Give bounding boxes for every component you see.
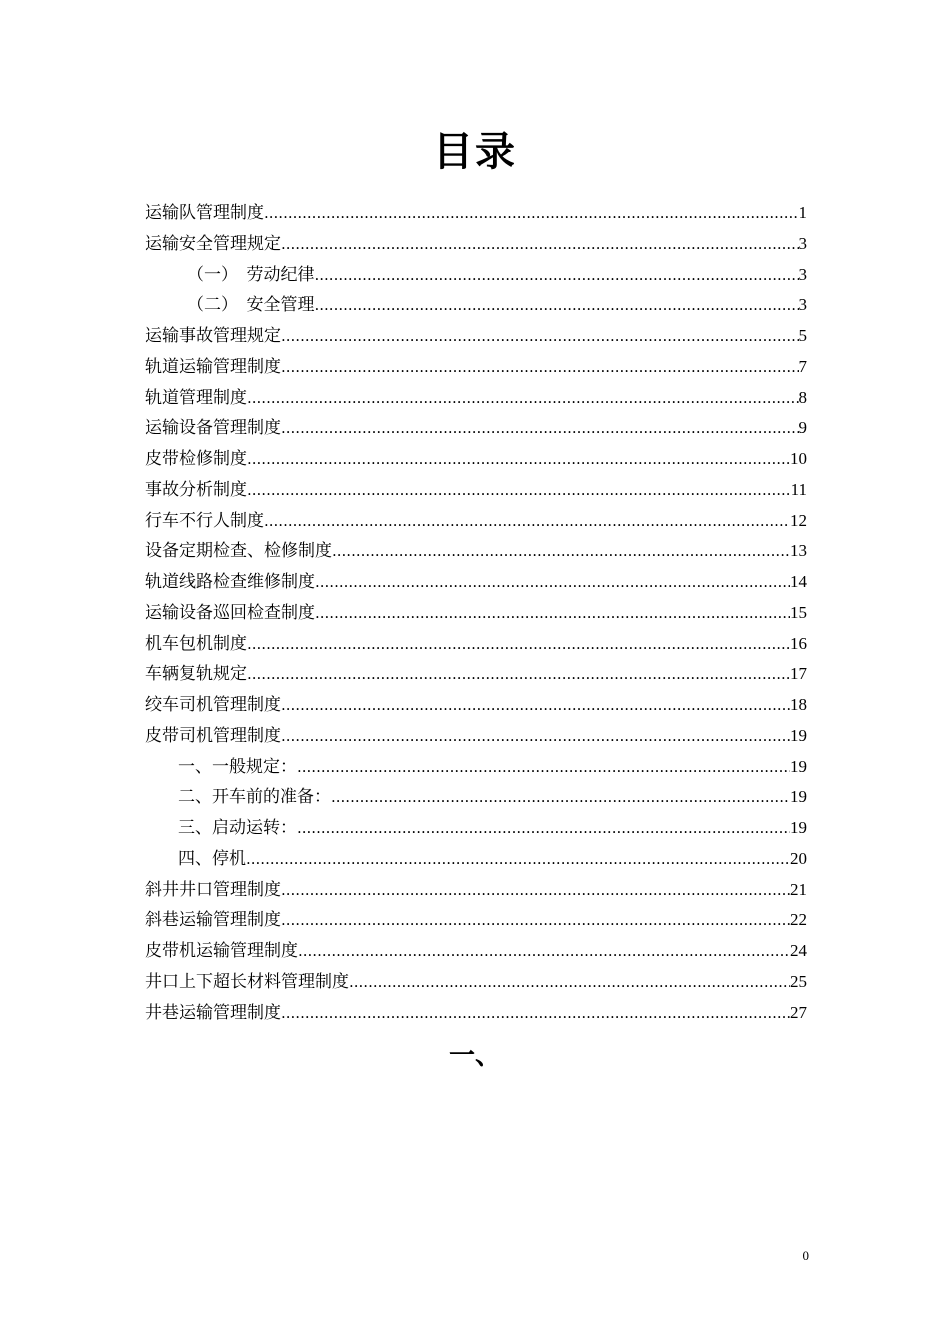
toc-entry-label: 皮带检修制度 (145, 449, 247, 469)
toc-entry-label: 运输事故管理规定 (145, 326, 281, 346)
toc-entry[interactable] (145, 782, 807, 813)
toc-entry-label: 一、一般规定： (178, 756, 297, 777)
toc-entry-page-number: 19 (790, 818, 807, 837)
toc-dot-leader (281, 413, 799, 443)
toc-entry-page-number: 20 (790, 848, 807, 868)
table-of-contents (145, 198, 807, 1028)
toc-entry-label: （二） 安全管理 (187, 295, 315, 316)
toc-dot-leader (315, 567, 790, 597)
toc-dot-leader (281, 998, 790, 1028)
toc-entry-page-number: 19 (790, 787, 807, 807)
toc-dot-leader (247, 444, 790, 474)
toc-dot-leader (281, 690, 790, 720)
toc-entry[interactable] (145, 290, 807, 321)
toc-entry[interactable] (145, 229, 807, 260)
toc-entry-label: 运输设备管理制度 (145, 418, 281, 439)
toc-entry-page-number: 3 (798, 264, 807, 284)
toc-entry-label: 车辆复轨规定 (145, 664, 247, 685)
toc-entry[interactable] (145, 629, 807, 660)
toc-entry[interactable] (145, 260, 807, 291)
toc-entry[interactable] (145, 813, 807, 844)
toc-entry-label: 井巷运输管理制度 (145, 1002, 281, 1023)
toc-dot-leader (281, 229, 799, 259)
toc-entry[interactable] (145, 321, 807, 352)
toc-entry-label: 轨道线路检查维修制度 (145, 572, 315, 592)
toc-dot-leader (297, 752, 790, 782)
toc-entry-label: 运输队管理制度 (145, 203, 264, 223)
toc-entry[interactable] (145, 598, 807, 629)
toc-entry-label: 轨道管理制度 (145, 387, 247, 408)
toc-entry[interactable] (145, 905, 807, 936)
toc-entry-page-number: 3 (798, 295, 807, 315)
toc-entry-label: 皮带司机管理制度 (145, 725, 281, 746)
toc-dot-leader (264, 506, 790, 536)
toc-entry-label: 皮带机运输管理制度 (145, 941, 298, 961)
toc-entry-label: 二、开车前的准备： (178, 787, 331, 808)
toc-entry-label: 轨道运输管理制度 (145, 356, 281, 377)
toc-dot-leader (281, 721, 790, 751)
toc-dot-leader (281, 905, 790, 935)
toc-entry-page-number: 17 (790, 664, 807, 684)
toc-dot-leader (315, 598, 790, 628)
toc-dot-leader (246, 844, 790, 874)
toc-entry-page-number: 11 (790, 479, 807, 499)
toc-entry-page-number: 19 (790, 756, 807, 776)
toc-entry-page-number: 15 (790, 602, 807, 622)
toc-dot-leader (247, 659, 790, 689)
toc-entry-label: 行车不行人制度 (145, 510, 264, 531)
toc-entry[interactable] (145, 752, 807, 783)
toc-entry-page-number: 24 (790, 941, 807, 960)
toc-entry-label: 四、停机 (178, 848, 246, 869)
toc-entry-page-number: 16 (790, 633, 807, 653)
toc-dot-leader (281, 352, 799, 382)
toc-entry[interactable] (145, 875, 807, 906)
toc-entry-page-number: 3 (798, 233, 807, 253)
toc-entry-label: 设备定期检查、检修制度 (145, 541, 332, 562)
toc-dot-leader (332, 536, 790, 566)
toc-entry-label: 斜巷运输管理制度 (145, 910, 281, 931)
toc-entry-label: 运输设备巡回检查制度 (145, 602, 315, 623)
toc-entry[interactable] (145, 844, 807, 875)
toc-entry[interactable] (145, 475, 807, 506)
toc-dot-leader (298, 936, 790, 966)
section-heading: 一、 (448, 1041, 501, 1071)
toc-dot-leader (264, 198, 799, 228)
toc-entry[interactable] (145, 198, 807, 229)
toc-entry-label: 三、启动运转： (178, 818, 297, 838)
page-number: 0 (802, 1248, 809, 1263)
toc-entry-page-number: 27 (790, 1002, 807, 1022)
toc-entry-page-number: 1 (798, 203, 807, 222)
toc-entry[interactable] (145, 536, 807, 567)
toc-entry-page-number: 5 (798, 326, 807, 345)
toc-entry-page-number: 18 (790, 695, 807, 714)
toc-dot-leader (247, 629, 790, 659)
toc-dot-leader (315, 260, 799, 290)
toc-entry[interactable] (145, 690, 807, 721)
page-title: 目录 (433, 128, 517, 175)
toc-dot-leader (281, 875, 790, 905)
toc-entry-label: （一） 劳动纪律 (187, 264, 315, 285)
toc-entry[interactable] (145, 444, 807, 475)
toc-entry-page-number: 14 (790, 572, 807, 591)
toc-entry[interactable] (145, 506, 807, 537)
toc-entry-label: 斜井井口管理制度 (145, 879, 281, 900)
toc-entry-page-number: 10 (790, 449, 807, 468)
toc-entry[interactable] (145, 413, 807, 444)
toc-dot-leader (331, 782, 790, 812)
toc-entry-page-number: 7 (798, 356, 807, 376)
toc-entry-page-number: 21 (790, 879, 807, 899)
toc-entry[interactable] (145, 998, 807, 1029)
toc-entry[interactable] (145, 967, 807, 998)
toc-entry-page-number: 22 (790, 910, 807, 930)
toc-entry-label: 绞车司机管理制度 (145, 695, 281, 715)
toc-entry-page-number: 19 (790, 725, 807, 745)
toc-entry-page-number: 9 (798, 418, 807, 438)
toc-entry-page-number: 13 (790, 541, 807, 561)
toc-entry-label: 机车包机制度 (145, 633, 247, 654)
toc-dot-leader (315, 290, 799, 320)
toc-entry[interactable] (145, 352, 807, 383)
toc-dot-leader (247, 383, 799, 413)
toc-dot-leader (281, 321, 799, 351)
toc-entry[interactable] (145, 659, 807, 690)
toc-entry-label: 井口上下超长材料管理制度 (145, 971, 349, 992)
toc-entry-page-number: 25 (790, 971, 807, 991)
toc-dot-leader (297, 813, 790, 843)
toc-dot-leader (349, 967, 790, 997)
toc-entry[interactable] (145, 383, 807, 414)
toc-entry[interactable] (145, 936, 807, 967)
toc-entry[interactable] (145, 567, 807, 598)
toc-entry-label: 事故分析制度 (145, 479, 247, 500)
toc-entry[interactable] (145, 721, 807, 752)
toc-entry-page-number: 8 (798, 387, 807, 407)
toc-entry-page-number: 12 (790, 510, 807, 530)
toc-dot-leader (247, 475, 791, 505)
toc-entry-label: 运输安全管理规定 (145, 233, 281, 254)
